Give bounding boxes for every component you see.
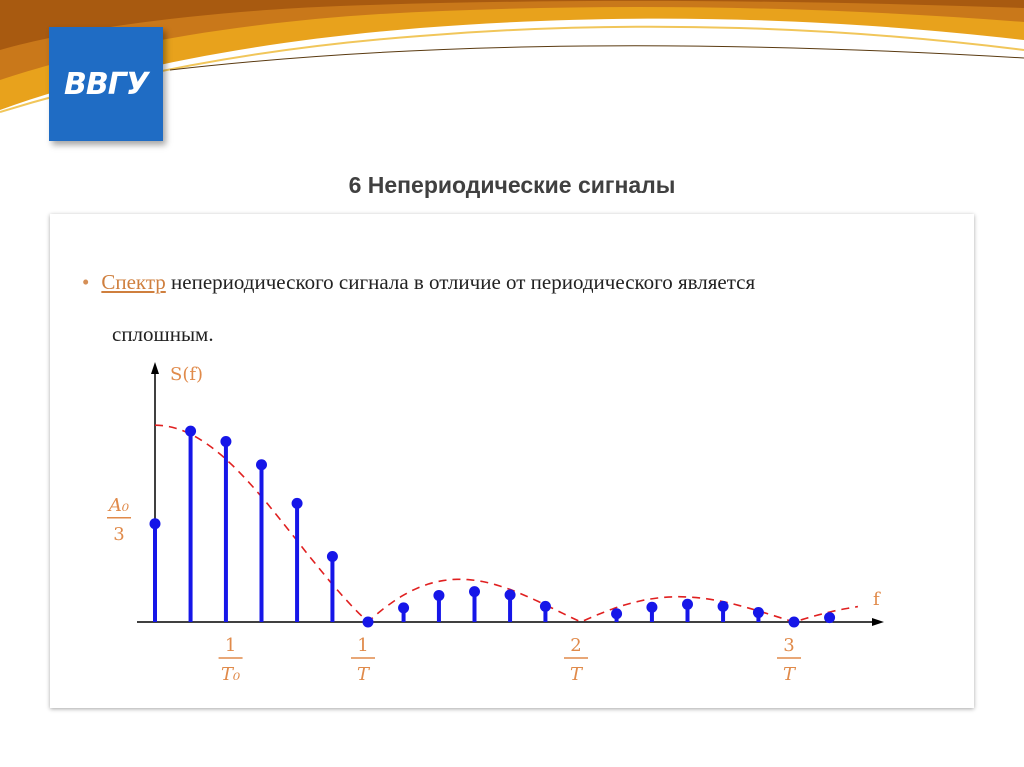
spectrum-link[interactable]: Спектр	[101, 270, 166, 294]
x-tick-2-denominator: T	[356, 664, 370, 685]
x-tick-4-denominator: T	[782, 664, 796, 685]
stem-point	[646, 602, 657, 613]
x-tick-4-numerator: 3	[783, 635, 795, 656]
x-tick-3-numerator: 2	[570, 635, 582, 656]
stem-point	[327, 551, 338, 562]
chart-axes	[137, 362, 884, 626]
stem-point	[824, 612, 835, 623]
stems-group	[150, 426, 836, 628]
stem-point	[540, 601, 551, 612]
stem-point	[220, 436, 231, 447]
slide-title: 6 Непериодические сигналы	[348, 172, 676, 198]
x-axis-label: f	[873, 589, 880, 610]
bullet-line-1: непериодического сигнала в отличие от периодического является	[165, 270, 756, 294]
stem-point	[256, 459, 267, 470]
stem-point	[433, 590, 444, 601]
stem-point	[363, 617, 374, 628]
stem-point	[611, 608, 622, 619]
stem-point	[150, 518, 161, 529]
x-tick-1-denominator: T₀	[220, 664, 241, 685]
stem-point	[789, 617, 800, 628]
x-tick-3-denominator: T	[569, 664, 583, 685]
x-axis-arrow	[872, 618, 884, 626]
stem-point	[682, 599, 693, 610]
stem-point	[469, 586, 480, 597]
bullet-marker: •	[82, 270, 90, 294]
y-tick-denominator: 3	[113, 523, 125, 545]
tick-labels	[107, 495, 801, 685]
stem-point	[292, 498, 303, 509]
stem-point	[185, 426, 196, 437]
stem-point	[753, 607, 764, 618]
y-tick-numerator: A₀	[108, 494, 130, 516]
x-tick-1-numerator: 1	[224, 635, 237, 656]
stem-point	[398, 602, 409, 613]
stem-point	[718, 601, 729, 612]
bullet-line-2: сплошным.	[112, 322, 214, 346]
x-tick-2-numerator: 1	[357, 635, 369, 656]
y-axis-arrow	[151, 362, 159, 374]
y-axis-label: S(f)	[170, 364, 204, 385]
logo-text: ВВГУ	[64, 66, 148, 102]
stem-point	[505, 589, 516, 600]
